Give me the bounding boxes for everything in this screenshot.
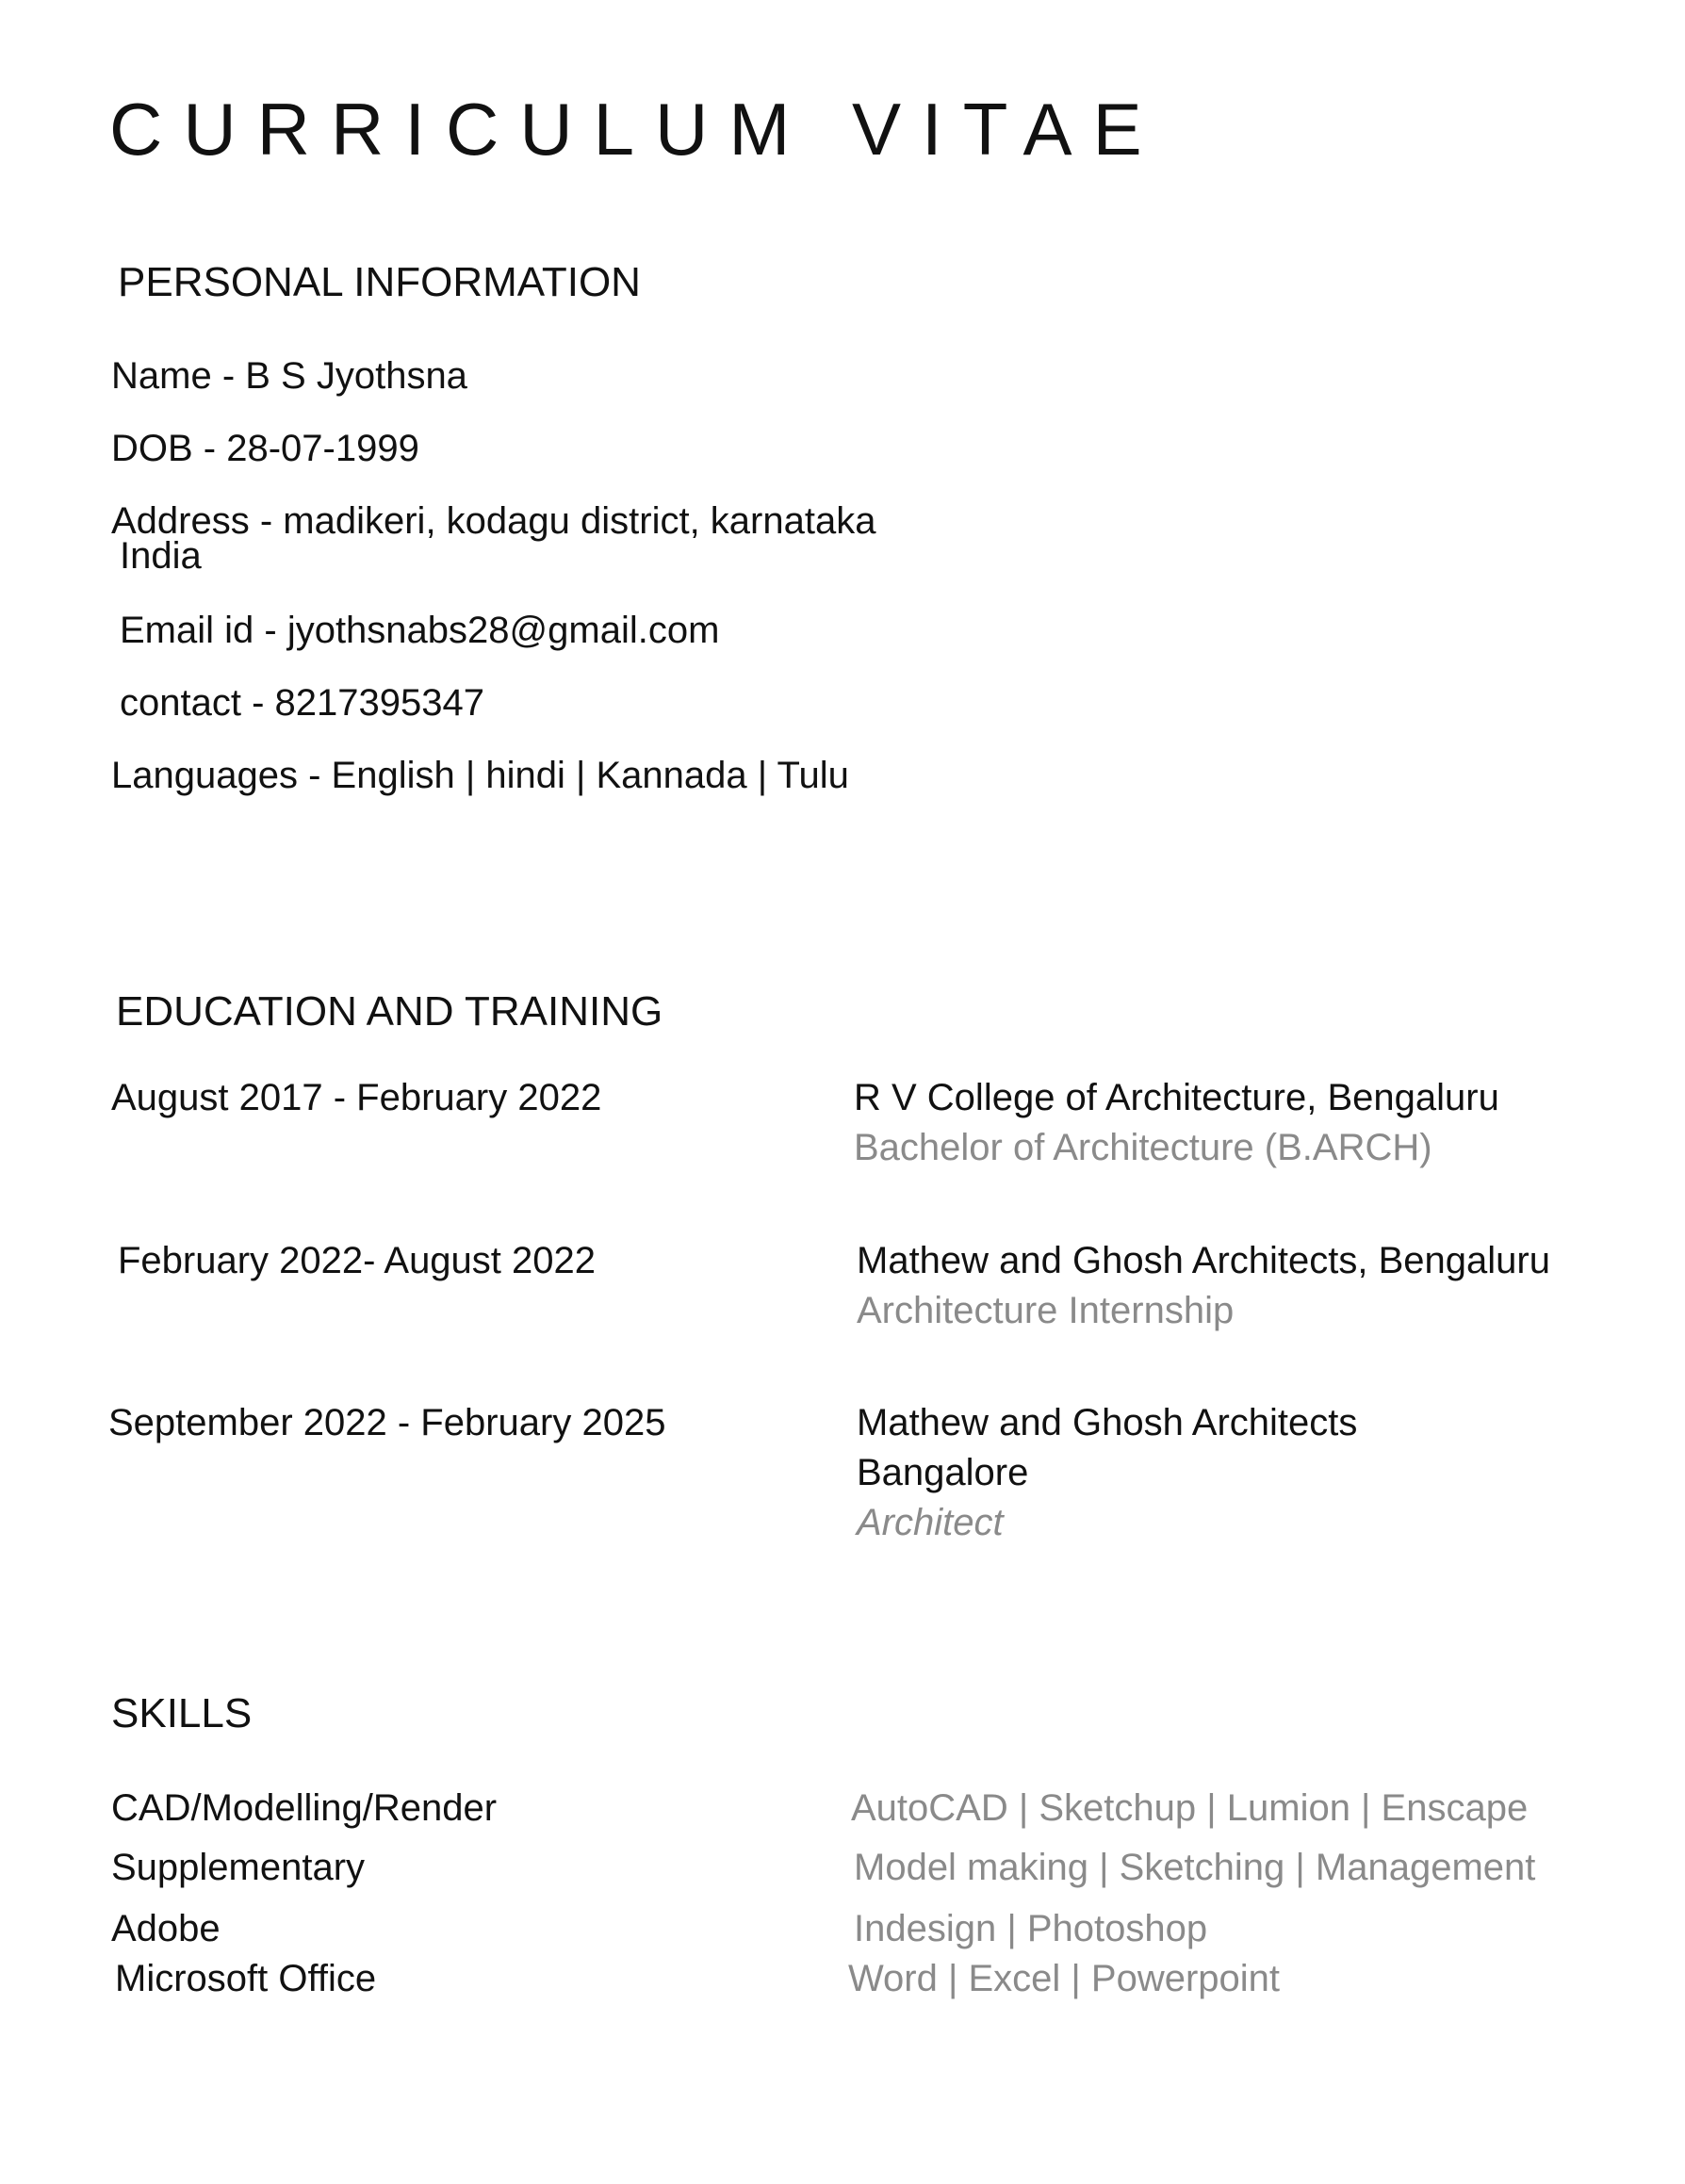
document-title: CURRICULUM VITAE: [109, 88, 1163, 171]
address-line: Address - madikeri, kodagu district, karnataka: [111, 500, 876, 542]
skill-values: AutoCAD | Sketchup | Lumion | Enscape: [851, 1787, 1529, 1829]
contact-line: contact - 8217395347: [120, 682, 484, 724]
personal-info-heading: PERSONAL INFORMATION: [118, 259, 641, 305]
skills-heading: SKILLS: [111, 1690, 253, 1736]
education-role: Bachelor of Architecture (B.ARCH): [854, 1127, 1432, 1168]
skill-values: Word | Excel | Powerpoint: [848, 1958, 1281, 1999]
education-role: Architecture Internship: [857, 1290, 1235, 1331]
skill-values: Indesign | Photoshop: [854, 1908, 1208, 1949]
languages-line: Languages - English | hindi | Kannada | Tulu: [111, 755, 849, 796]
education-organization: Mathew and Ghosh Architects: [857, 1402, 1358, 1443]
education-dates: February 2022- August 2022: [118, 1240, 597, 1281]
skill-category: Adobe: [111, 1908, 221, 1949]
skill-category: CAD/Modelling/Render: [111, 1787, 498, 1829]
address-country-line: India: [120, 535, 202, 577]
education-heading: EDUCATION AND TRAINING: [116, 988, 663, 1035]
education-organization: Mathew and Ghosh Architects, Bengaluru: [857, 1240, 1550, 1281]
skill-category: Microsoft Office: [115, 1958, 377, 1999]
skill-category: Supplementary: [111, 1847, 366, 1888]
name-line: Name - B S Jyothsna: [111, 355, 467, 397]
dob-line: DOB - 28-07-1999: [111, 428, 419, 469]
education-dates: September 2022 - February 2025: [108, 1402, 666, 1443]
education-role: Architect: [857, 1502, 1004, 1543]
education-organization: R V College of Architecture, Bengaluru: [854, 1077, 1499, 1118]
skill-values: Model making | Sketching | Management: [854, 1847, 1536, 1888]
email-line: Email id - jyothsnabs28@gmail.com: [120, 610, 720, 651]
education-dates: August 2017 - February 2022: [111, 1077, 602, 1118]
education-organization-city: Bangalore: [857, 1452, 1029, 1493]
